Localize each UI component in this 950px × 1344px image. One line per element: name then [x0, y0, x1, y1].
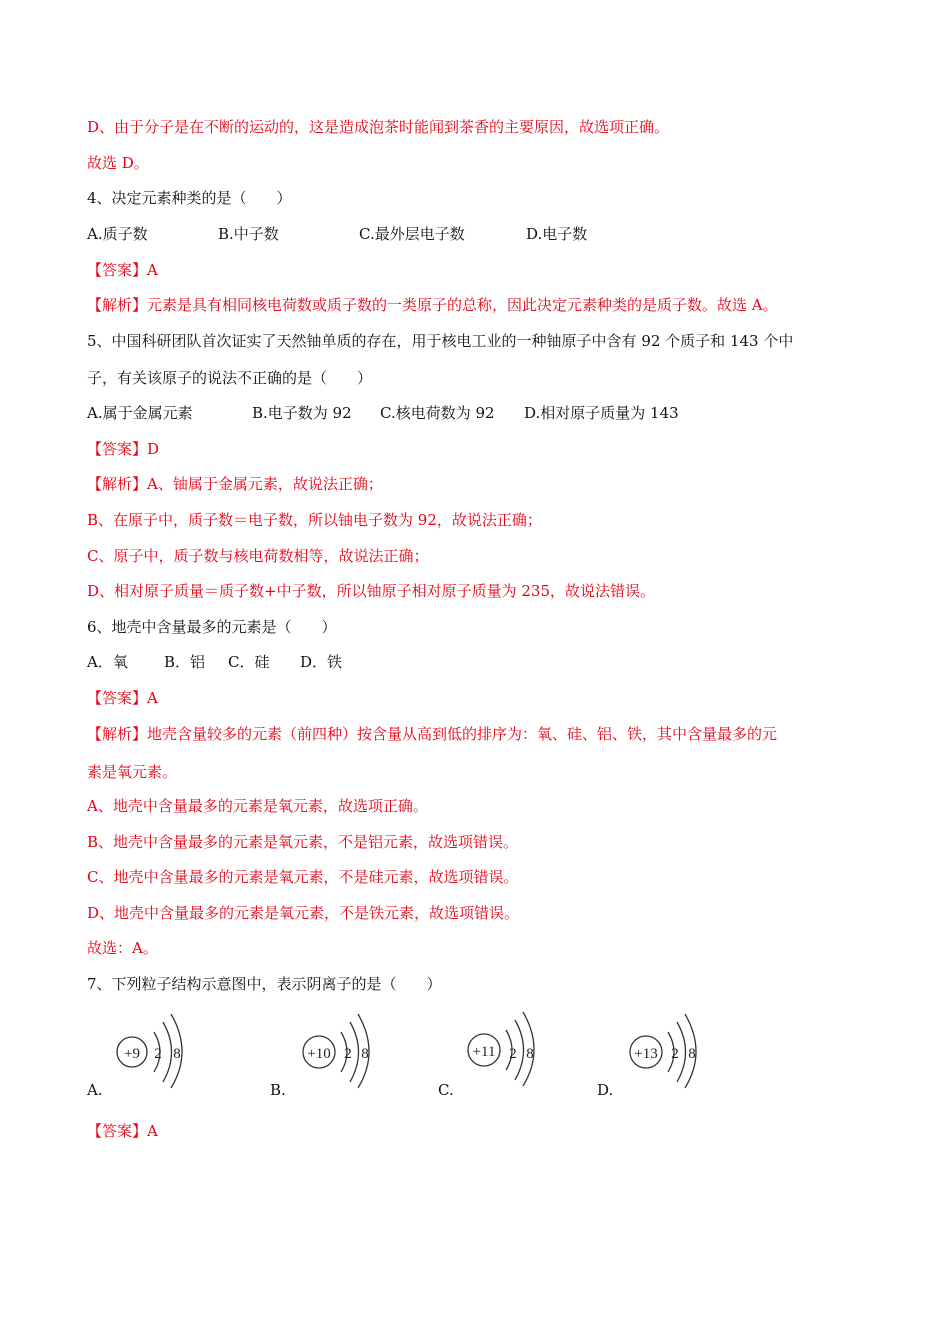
q5-analysis-b: B、在原子中，质子数＝电子数，所以铀电子数为 92，故说法正确； — [87, 511, 542, 529]
q7-option-c-label: C. — [438, 1081, 454, 1099]
q5-option-c: C.核电荷数为 92 — [380, 404, 495, 422]
shell1-electrons: 2 — [671, 1046, 679, 1062]
shell1-electrons: 2 — [154, 1046, 162, 1062]
q6-analysis-c: C、地壳中含量最多的元素是氧元素，不是硅元素，故选项错误。 — [87, 868, 519, 886]
shell-arc-2 — [163, 1022, 172, 1082]
shell2-electrons: 8 — [361, 1046, 369, 1062]
q7-option-d-diagram — [628, 1010, 708, 1094]
q7-option-a-diagram — [114, 1010, 194, 1094]
nucleus-charge: +9 — [124, 1046, 140, 1062]
q4-option-b: B.中子数 — [218, 225, 279, 243]
q3-analysis-d: D、由于分子是在不断的运动的，这是造成泡茶时能闻到茶香的主要原因，故选项正确。 — [87, 118, 670, 136]
q5-stem-line2: 子，有关该原子的说法不正确的是（ ） — [87, 369, 373, 387]
q6-stem: 6、地壳中含量最多的元素是（ ） — [87, 618, 337, 636]
shell2-electrons: 8 — [173, 1046, 181, 1062]
q6-analysis-intro-cont: 素是氧元素。 — [87, 763, 178, 781]
q6-answer: 【答案】A — [87, 689, 158, 707]
q6-option-a: A．氧 — [87, 653, 128, 671]
q6-analysis-intro: 【解析】地壳含量较多的元素（前四种）按含量从高到低的排序为：氧、硅、铝、铁，其中含量最多的元 — [87, 725, 778, 743]
q7-answer: 【答案】A — [87, 1122, 158, 1140]
nucleus-charge: +10 — [307, 1046, 331, 1062]
q5-analysis-d: D、相对原子质量＝质子数+中子数，所以铀原子相对原子质量为 235，故说法错误。 — [87, 582, 655, 600]
q7-stem: 7、下列粒子结构示意图中，表示阴离子的是（ ） — [87, 975, 442, 993]
nucleus-charge: +13 — [634, 1046, 658, 1062]
q5-option-a: A.属于金属元素 — [87, 404, 193, 422]
shell2-electrons: 8 — [688, 1046, 696, 1062]
shell1-electrons: 2 — [509, 1046, 517, 1062]
q5-option-b: B.电子数为 92 — [252, 404, 352, 422]
nucleus-charge: +11 — [472, 1044, 496, 1060]
q6-conclusion: 故选：A。 — [87, 939, 158, 957]
q5-answer: 【答案】D — [87, 440, 160, 458]
q7-option-d-label: D. — [597, 1081, 614, 1099]
shell1-electrons: 2 — [344, 1046, 352, 1062]
q6-option-d: D．铁 — [300, 653, 343, 671]
q4-option-a: A.质子数 — [87, 225, 148, 243]
q6-option-c: C．硅 — [228, 653, 270, 671]
q6-analysis-a: A、地壳中含量最多的元素是氧元素，故选项正确。 — [87, 797, 428, 815]
q7-option-b-label: B. — [270, 1081, 286, 1099]
q5-analysis-c: C、原子中，质子数与核电荷数相等，故说法正确； — [87, 547, 429, 565]
q7-option-a-label: A. — [87, 1081, 103, 1099]
q7-option-b-diagram — [301, 1010, 381, 1094]
q4-answer: 【答案】A — [87, 261, 158, 279]
q5-analysis-a: 【解析】A、铀属于金属元素，故说法正确； — [87, 475, 383, 493]
q6-option-b: B．铝 — [164, 653, 206, 671]
q3-conclusion: 故选 D。 — [87, 154, 149, 172]
q5-stem-line1: 5、中国科研团队首次证实了天然铀单质的存在，用于核电工业的一种铀原子中含有 92 个质子和 143 个中 — [87, 332, 794, 350]
q4-analysis: 【解析】元素是具有相同核电荷数或质子数的一类原子的总称，因此决定元素种类的是质子数。故选 A。 — [87, 296, 778, 314]
q6-analysis-d: D、地壳中含量最多的元素是氧元素，不是铁元素，故选项错误。 — [87, 904, 520, 922]
q4-stem: 4、决定元素种类的是（ ） — [87, 189, 292, 207]
q7-option-c-diagram — [466, 1008, 546, 1092]
q5-option-d: D.相对原子质量为 143 — [524, 404, 679, 422]
q4-option-d: D.电子数 — [526, 225, 588, 243]
q4-option-c: C.最外层电子数 — [359, 225, 465, 243]
shell2-electrons: 8 — [526, 1046, 534, 1062]
q6-analysis-b: B、地壳中含量最多的元素是氧元素，不是铝元素，故选项错误。 — [87, 833, 519, 851]
